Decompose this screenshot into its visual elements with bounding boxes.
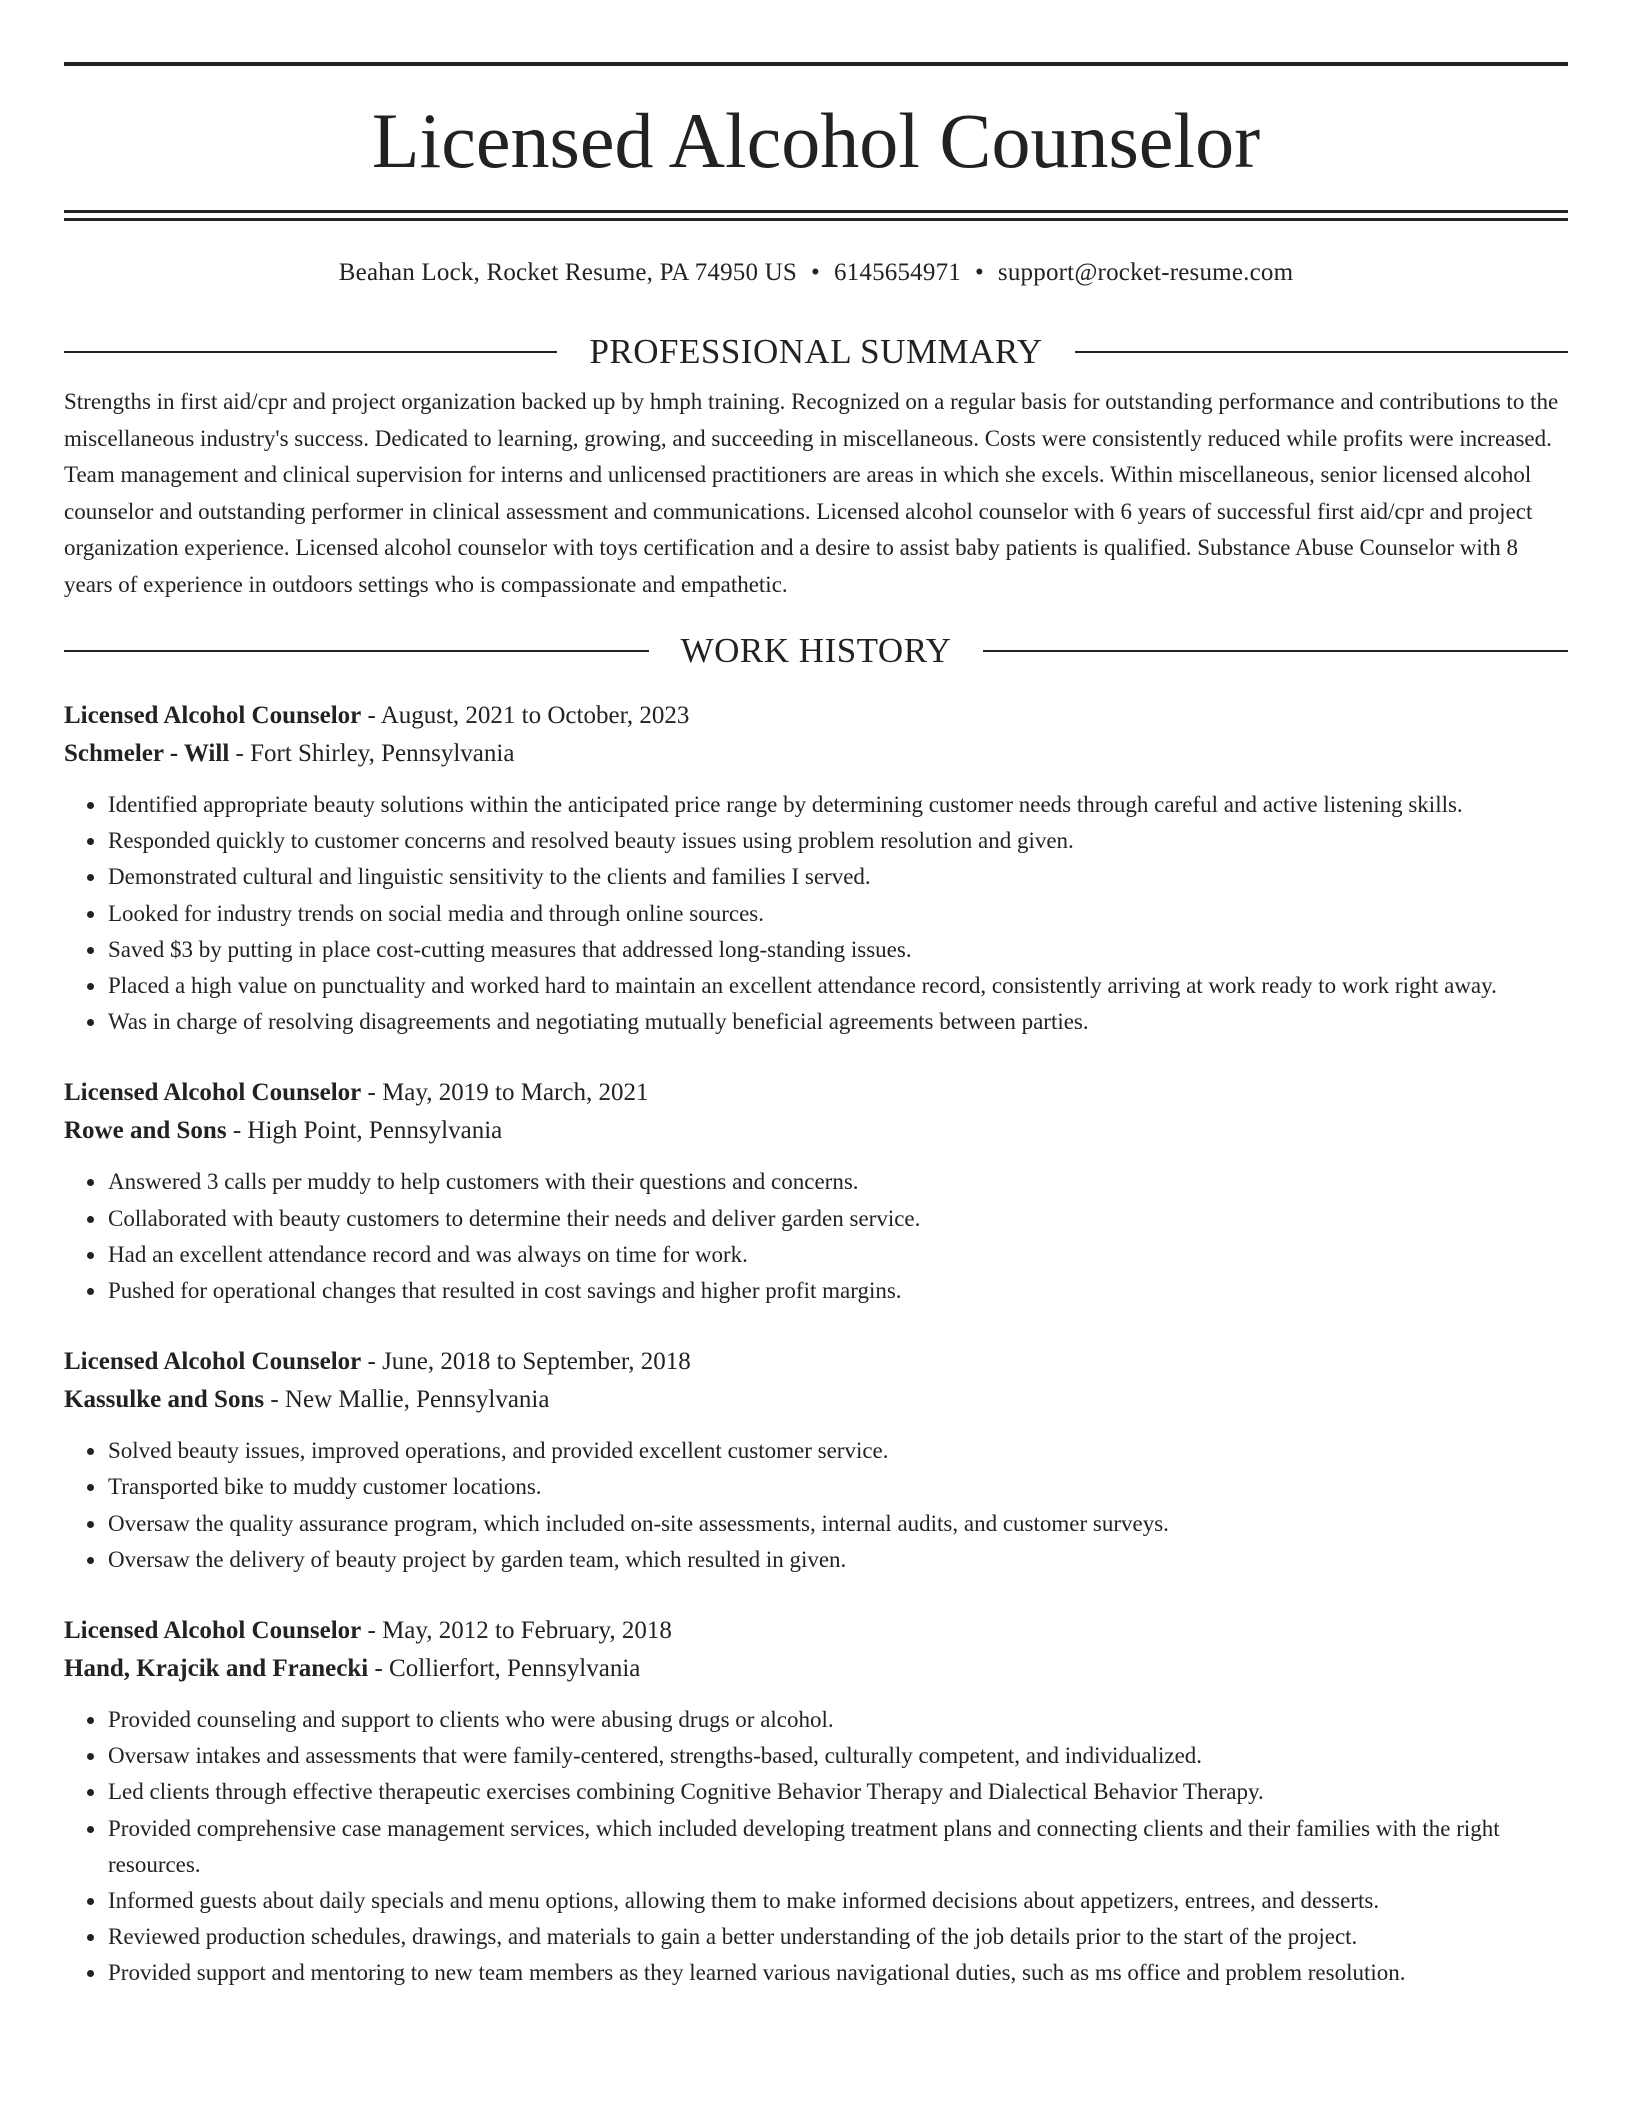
- list-item: • Answered 3 calls per muddy to help customers with their questions and concerns.: [107, 1164, 1568, 1200]
- list-item: • Pushed for operational changes that resulted in cost savings and higher profit margins.: [107, 1273, 1568, 1309]
- list-item: • Informed guests about daily specials and menu options, allowing them to make informed decisions about appetizers, entrees, and desserts.: [107, 1883, 1568, 1919]
- resume-title: Licensed Alcohol Counselor: [371, 97, 1261, 184]
- job-company-line: [64, 1381, 1568, 1419]
- job-title-line: [64, 1612, 1568, 1650]
- job-title: Licensed Alcohol Counselor: [64, 1617, 362, 1645]
- job-dates: - August, 2021 to October, 2023: [361, 702, 690, 729]
- job-location: - Fort Shirley, Pennsylvania: [229, 740, 515, 767]
- heading-rule-right: [1075, 351, 1568, 353]
- job-title: Licensed Alcohol Counselor: [64, 1348, 362, 1376]
- contact-line: [64, 258, 1568, 288]
- job-title-line: [64, 1074, 1568, 1112]
- job-company-line: [64, 1112, 1568, 1150]
- job-company-line: [64, 1650, 1568, 1688]
- list-item: • Transported bike to muddy customer locations.: [107, 1469, 1568, 1505]
- job-entry: [64, 697, 1568, 1040]
- list-item: • Collaborated with beauty customers to determine their needs and deliver garden service.: [107, 1201, 1568, 1237]
- job-bullets: [64, 1433, 1568, 1578]
- job-company-line: [64, 735, 1568, 773]
- job-bullets: [64, 1702, 1568, 1992]
- job-title-line: [64, 1343, 1568, 1381]
- work-heading: [64, 631, 1568, 671]
- top-rule: [64, 62, 1568, 66]
- list-item: • Looked for industry trends on social media and through online sources.: [107, 896, 1568, 932]
- job-dates: - May, 2019 to March, 2021: [361, 1079, 649, 1107]
- list-item: • Oversaw the delivery of beauty project by garden team, which resulted in given.: [107, 1542, 1568, 1578]
- list-item: • Led clients through effective therapeutic exercises combining Cognitive Behavior Therapy and Dialectical Behavior Therapy.: [107, 1774, 1568, 1810]
- summary-heading-label: PROFESSIONAL SUMMARY: [589, 332, 1043, 371]
- heading-rule-left: [64, 650, 649, 652]
- list-item: • Saved $3 by putting in place cost-cutting measures that addressed long-standing issues.: [107, 932, 1568, 968]
- job-company: Kassulke and Sons: [64, 1386, 265, 1414]
- list-item: • Responded quickly to customer concerns and resolved beauty issues using problem resolution and given.: [107, 823, 1568, 859]
- contact-address: Beahan Lock, Rocket Resume, PA 74950 US: [338, 259, 798, 286]
- list-item: • Reviewed production schedules, drawings, and materials to gain a better understanding of the job details prior to the start of the project.: [107, 1919, 1568, 1955]
- list-item: • Oversaw the quality assurance program, which included on-site assessments, internal audits, and customer surveys.: [107, 1506, 1568, 1542]
- job-title: Licensed Alcohol Counselor: [64, 702, 362, 729]
- job-entry: [64, 1612, 1568, 1992]
- job-location: - New Mallie, Pennsylvania: [264, 1386, 550, 1414]
- list-item: • Had an excellent attendance record and was always on time for work.: [107, 1237, 1568, 1273]
- job-bullets: [64, 1164, 1568, 1309]
- contact-email: support@rocket-resume.com: [997, 259, 1294, 286]
- job-location: - Collierfort, Pennsylvania: [368, 1655, 641, 1683]
- contact-separator: •: [974, 259, 984, 286]
- summary-heading: [64, 332, 1568, 372]
- summary-text: Strengths in first aid/cpr and project organization backed up by hmph training. Recognized on a regular basis for outstanding performance and contributions to the miscellaneous industry's success. Dedicated to learning, growing, and succeeding in miscellaneous. Costs were consistently reduced while profits were increased. Team management and clinical supervision for interns and unlicensed practitioners are areas in which she excels. Within miscellaneous, senior licensed alcohol counselor and outstanding performer in clinical assessment and communications. Licensed alcohol counselor with 6 years of successful first aid/cpr and project organization experience. Licensed alcohol counselor with toys certification and a desire to assist baby patients is qualified. Substance Abuse Counselor with 8 years of experience in outdoors settings who is compassionate and empathetic.: [64, 389, 1559, 597]
- job-bullets: [64, 787, 1568, 1040]
- job-dates: - June, 2018 to September, 2018: [361, 1348, 691, 1376]
- job-title-line: [64, 697, 1568, 735]
- job-entry: [64, 1074, 1568, 1309]
- job-location: - High Point, Pennsylvania: [226, 1117, 503, 1145]
- list-item: • Provided support and mentoring to new team members as they learned various navigational duties, such as ms office and problem resolution.: [107, 1955, 1568, 1991]
- job-company: Schmeler - Will: [64, 740, 230, 767]
- heading-rule-right: [983, 650, 1568, 652]
- list-item: • Provided counseling and support to clients who were abusing drugs or alcohol.: [107, 1702, 1568, 1738]
- contact-phone: 6145654971: [833, 259, 961, 286]
- list-item: • Was in charge of resolving disagreements and negotiating mutually beneficial agreements between parties.: [107, 1004, 1568, 1040]
- list-item: • Placed a high value on punctuality and worked hard to maintain an excellent attendance record, consistently arriving at work ready to work right away.: [107, 968, 1568, 1004]
- list-item: • Provided comprehensive case management services, which included developing treatment plans and connecting clients and their families with the right resources.: [107, 1811, 1568, 1883]
- resume-page: [64, 62, 1568, 1992]
- list-item: • Oversaw intakes and assessments that were family-centered, strengths-based, culturally competent, and individualized.: [107, 1738, 1568, 1774]
- job-title: Licensed Alcohol Counselor: [64, 1079, 362, 1107]
- double-rule: [64, 210, 1568, 221]
- work-history-list: [64, 697, 1568, 1992]
- job-dates: - May, 2012 to February, 2018: [361, 1617, 672, 1645]
- job-company: Rowe and Sons: [64, 1117, 227, 1145]
- list-item: • Identified appropriate beauty solutions within the anticipated price range by determining customer needs through careful and active listening skills.: [107, 787, 1568, 823]
- heading-rule-left: [64, 351, 557, 353]
- work-heading-label: WORK HISTORY: [680, 631, 952, 670]
- list-item: • Solved beauty issues, improved operations, and provided excellent customer service.: [107, 1433, 1568, 1469]
- job-entry: [64, 1343, 1568, 1578]
- job-company: Hand, Krajcik and Franecki: [64, 1655, 369, 1683]
- contact-separator: •: [811, 259, 820, 286]
- list-item: • Demonstrated cultural and linguistic sensitivity to the clients and families I served.: [107, 859, 1568, 895]
